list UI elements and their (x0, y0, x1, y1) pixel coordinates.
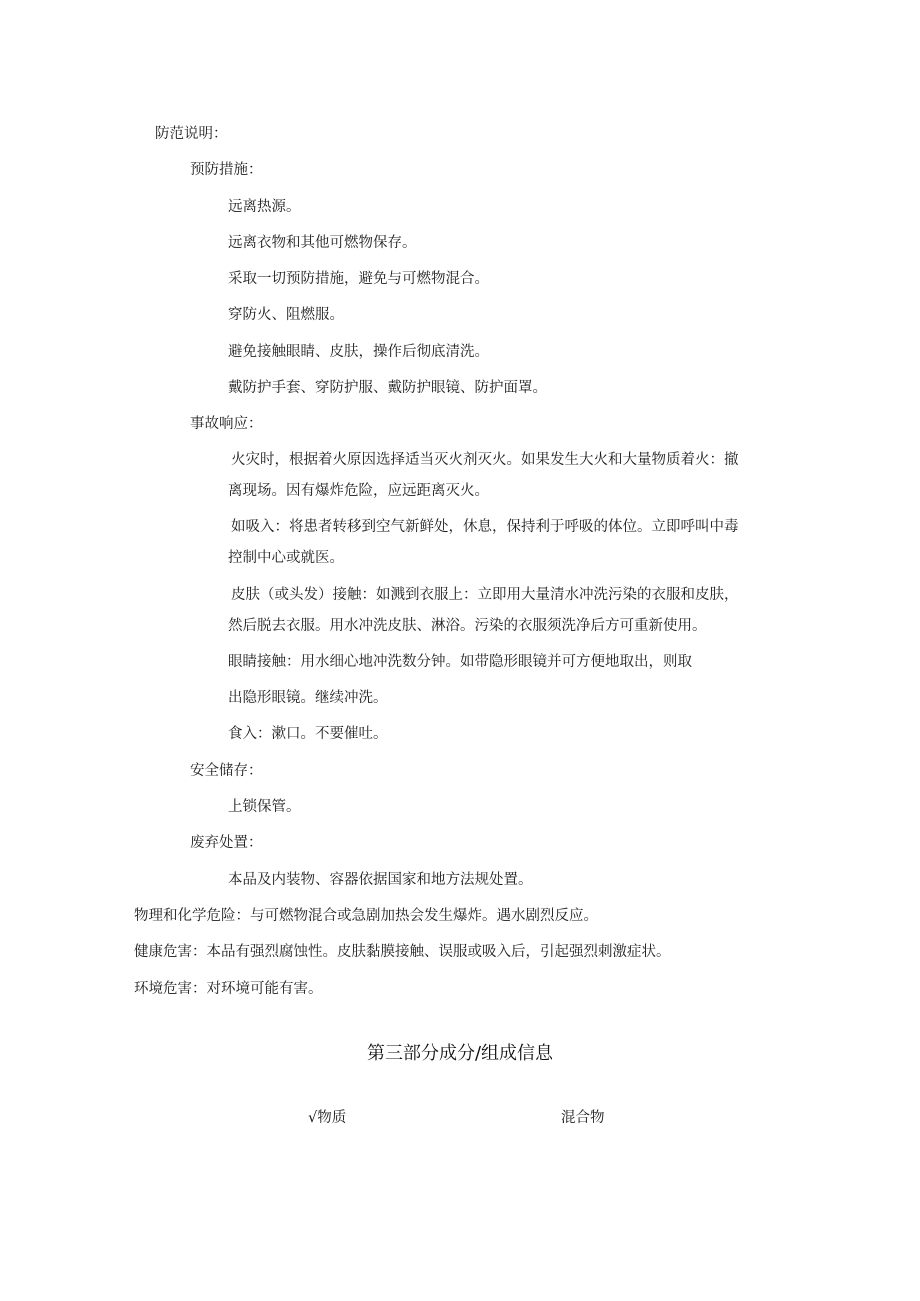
response-skin-line-2: 然后脱去衣服。用水冲洗皮肤、淋浴。污染的衣服须洗净后方可重新使用。 (228, 618, 707, 634)
disposal-item: 本品及内装物、容器依据国家和地方法规处置。 (228, 872, 533, 888)
response-eyes-line-2: 出隐形眼镜。继续冲洗。 (228, 690, 388, 706)
precautionary-statements-title: 防范说明： (155, 126, 228, 142)
response-fire-line-1: 火灾时，根据着火原因选择适当灭火剂灭火。如果发生大火和大量物质着火：撤 (231, 452, 739, 468)
prevention-item: 穿防火、阻燃服。 (228, 307, 344, 323)
response-eyes-line-1: 眼睛接触：用水细心地冲洗数分钟。如带隐形眼镜并可方便地取出，则取 (228, 654, 692, 670)
option-mixture: 混合物 (561, 1110, 605, 1126)
prevention-item: 戴防护手套、穿防护服、戴防护眼镜、防护面罩。 (228, 380, 547, 396)
prevention-item: 避免接触眼睛、皮肤，操作后彻底清洗。 (228, 344, 489, 360)
response-skin-line-1: 皮肤（或头发）接触：如溅到衣服上：立即用大量清水冲洗污染的衣服和皮肤， (231, 587, 739, 603)
prevention-item: 采取一切预防措施，避免与可燃物混合。 (228, 271, 489, 287)
option-substance: √物质 (308, 1110, 347, 1126)
response-inhalation-line-2: 控制中心或就医。 (228, 550, 344, 566)
health-hazard: 健康危害：本品有强烈腐蚀性。皮肤黏膜接触、误服或吸入后，引起强烈刺激症状。 (134, 944, 671, 960)
storage-title: 安全储存： (190, 763, 263, 779)
section3-heading: 第三部分成分/组成信息 (366, 1043, 554, 1064)
prevention-item: 远离衣物和其他可燃物保存。 (228, 235, 417, 251)
response-fire-line-2: 离现场。因有爆炸危险，应远距离灭火。 (228, 483, 489, 499)
response-ingestion: 食入：漱口。不要催吐。 (228, 726, 388, 742)
physical-chemical-hazard: 物理和化学危险：与可燃物混合或急剧加热会发生爆炸。遇水剧烈反应。 (134, 908, 598, 924)
prevention-item: 远离热源。 (228, 199, 301, 215)
response-inhalation-line-1: 如吸入：将患者转移到空气新鲜处，休息，保持利于呼吸的体位。立即呼叫中毒 (231, 519, 739, 535)
prevention-title: 预防措施： (190, 162, 263, 178)
environmental-hazard: 环境危害：对环境可能有害。 (134, 981, 323, 997)
response-title: 事故响应： (190, 416, 263, 432)
disposal-title: 废弃处置： (190, 835, 263, 851)
storage-item: 上锁保管。 (228, 799, 301, 815)
